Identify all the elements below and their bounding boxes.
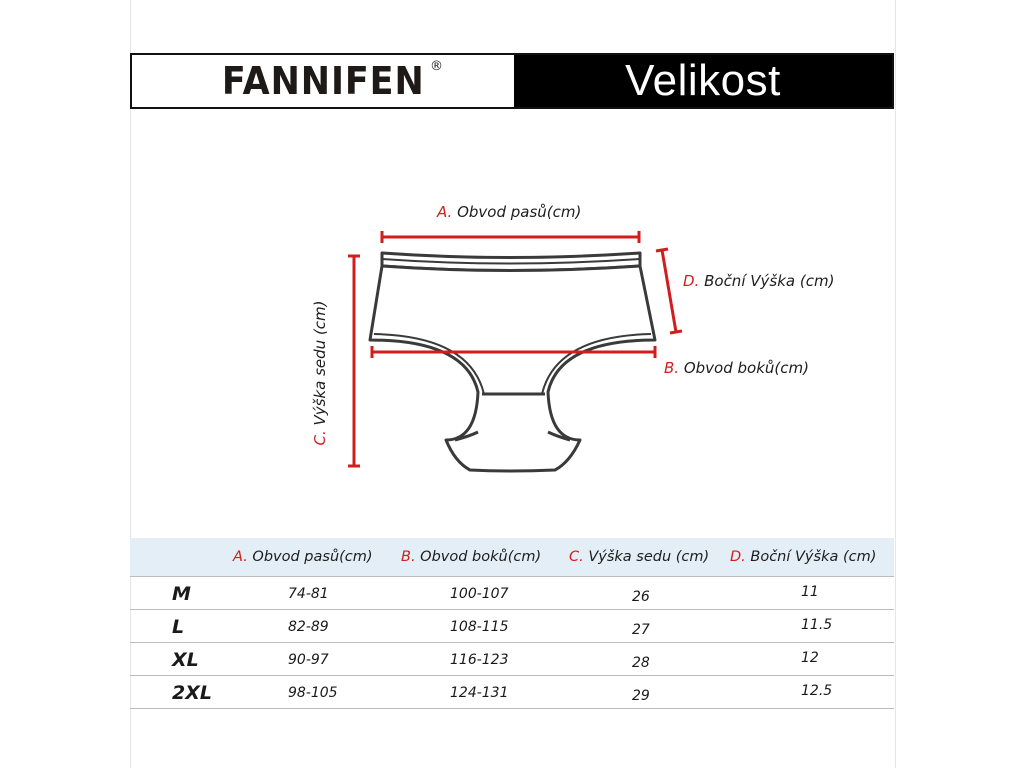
cell-a: 98-105 — [288, 685, 338, 701]
measure-a-line — [382, 231, 639, 243]
cell-c: 26 — [632, 589, 650, 605]
table-header — [130, 538, 894, 577]
cell-a: 90-97 — [288, 652, 329, 668]
size-label: L — [172, 616, 185, 638]
table-row — [130, 643, 894, 676]
registered-mark: ® — [430, 59, 443, 74]
cell-c: 27 — [632, 622, 650, 638]
header-col-d: D. Boční Výška (cm) — [730, 549, 877, 565]
label-a: A. Obvod pasů(cm) — [437, 203, 582, 221]
size-label: M — [172, 583, 191, 605]
cell-a: 74-81 — [288, 586, 329, 602]
cell-d: 11 — [801, 584, 819, 600]
measure-d-line — [656, 249, 682, 333]
size-label: XL — [172, 649, 199, 671]
cell-d: 11.5 — [801, 617, 833, 633]
cell-b: 116-123 — [450, 652, 509, 668]
cell-d: 12 — [801, 650, 819, 666]
table-row — [130, 610, 894, 643]
label-d: D. Boční Výška (cm) — [683, 272, 835, 290]
cell-a: 82-89 — [288, 619, 329, 635]
table-row — [130, 676, 894, 709]
cell-b: 124-131 — [450, 685, 509, 701]
measure-c-line — [348, 256, 360, 466]
size-table — [130, 538, 894, 709]
briefs-outline-icon — [370, 253, 655, 471]
brand-logo: FANNIFEN — [221, 59, 425, 103]
cell-b: 108-115 — [450, 619, 509, 635]
header-col-b: B. Obvod boků(cm) — [401, 549, 542, 565]
cell-b: 100-107 — [450, 586, 509, 602]
size-label: 2XL — [172, 682, 212, 704]
label-c: C. Výška sedu (cm) — [311, 300, 329, 446]
cell-d: 12.5 — [801, 683, 833, 699]
cell-c: 29 — [632, 688, 650, 704]
header-col-c: C. Výška sedu (cm) — [569, 549, 710, 565]
header-col-a: A. Obvod pasů(cm) — [233, 549, 373, 565]
cell-c: 28 — [632, 655, 650, 671]
table-row — [130, 577, 894, 610]
label-b: B. Obvod boků(cm) — [664, 359, 809, 377]
page-title: Velikost — [625, 56, 781, 105]
